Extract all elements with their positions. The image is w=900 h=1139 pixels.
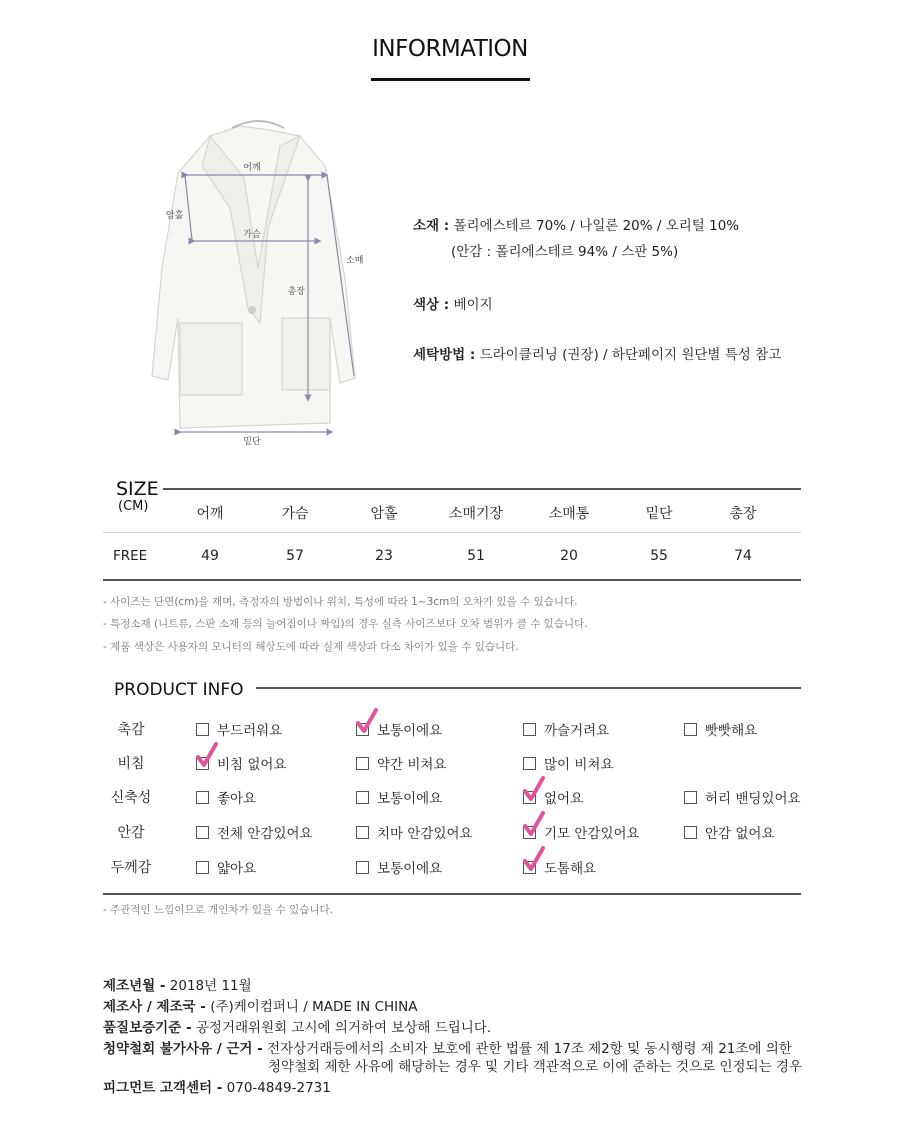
checkbox-icon <box>684 826 697 839</box>
size-value-sleeve-width: 20 <box>560 548 578 564</box>
cs-value: 070-4849-2731 <box>226 1080 331 1096</box>
product-info-option <box>356 822 473 842</box>
product-info-rule-bottom <box>103 893 801 895</box>
product-info-option-label: 까슬거려요 <box>544 723 610 739</box>
size-value-length: 74 <box>734 548 752 564</box>
product-info-option-label: 없어요 <box>544 791 584 807</box>
checkbox-icon <box>356 723 369 736</box>
size-note: - 사이즈는 단면(cm)을 재며, 측정자의 방법이나 위치, 특성에 따라 1~3cm의 오차가 있을 수 있습니다. <box>103 596 578 608</box>
product-info-option <box>684 719 757 739</box>
product-info-option <box>523 787 583 807</box>
product-info-option-label: 약간 비쳐요 <box>377 757 447 773</box>
withdraw-label: 청약철회 불가사유 / 근거 - <box>103 1041 263 1057</box>
product-info-note: - 주관적인 느낌이므로 개인차가 있을 수 있습니다. <box>103 904 334 916</box>
checkbox-icon <box>523 757 536 770</box>
mfg-date-label: 제조년월 - <box>103 978 166 994</box>
checkbox-icon <box>523 861 536 874</box>
product-info-option-label: 많이 비쳐요 <box>544 757 614 773</box>
checkbox-icon <box>356 861 369 874</box>
product-info-option-label: 도톰해요 <box>544 861 597 877</box>
product-info-option-label: 부드러워요 <box>217 723 283 739</box>
size-value-shoulder: 49 <box>201 548 219 564</box>
quality-label: 품질보증기준 - <box>103 1020 192 1036</box>
product-info-option <box>196 719 282 739</box>
checkbox-icon <box>523 791 536 804</box>
product-info-category: 신축성 <box>110 790 152 806</box>
checkbox-icon <box>356 826 369 839</box>
product-info-option <box>196 857 256 877</box>
product-info-option-label: 보통이에요 <box>377 861 443 877</box>
maker-label: 제조사 / 제조국 - <box>103 999 206 1015</box>
size-header-hem: 밑단 <box>645 506 673 522</box>
sleeve-label: 소매 <box>346 256 364 266</box>
product-info-option-label: 허리 밴딩있어요 <box>705 791 801 807</box>
wash-label: 세탁방법 : <box>413 347 476 363</box>
withdraw-value: 전자상거래등에서의 소비자 보호에 관한 법률 제 17조 제2항 및 동시행령 제 21조에 의한 <box>267 1041 792 1057</box>
product-info-option <box>523 753 614 773</box>
fabric-label: 소재 : <box>413 218 450 234</box>
size-rule-top <box>163 488 801 490</box>
product-info-option <box>356 753 447 773</box>
size-header-armhole: 암홀 <box>370 506 398 522</box>
product-info-option <box>196 787 256 807</box>
length-label: 총장 <box>287 287 305 297</box>
size-value-hem: 55 <box>650 548 668 564</box>
checkmark-icon <box>523 811 545 837</box>
product-info-option <box>523 719 609 739</box>
fabric-value: 폴리에스테르 70% / 나일론 20% / 오리털 10% <box>453 218 740 234</box>
quality-line <box>103 1016 491 1036</box>
checkmark-icon <box>356 708 378 734</box>
chest-label: 가슴 <box>243 230 261 240</box>
checkbox-icon <box>356 757 369 770</box>
checkbox-icon <box>523 826 536 839</box>
wash-line <box>413 343 781 363</box>
color-value: 베이지 <box>453 297 493 313</box>
product-info-category: 두께감 <box>110 860 152 876</box>
title-underline <box>371 78 530 81</box>
product-info-category: 비침 <box>117 756 145 772</box>
maker-value: (주)케이컴퍼니 / MADE IN CHINA <box>210 999 418 1015</box>
hem-label: 밑단 <box>243 437 261 447</box>
product-info-option-label: 전체 안감있어요 <box>217 826 313 842</box>
size-header-shoulder: 어깨 <box>196 506 224 522</box>
color-line <box>413 293 493 313</box>
product-info-rule <box>256 687 801 689</box>
checkbox-icon <box>356 791 369 804</box>
wash-value: 드라이클리닝 (권장) / 하단페이지 원단별 특성 참고 <box>479 347 782 363</box>
checkmark-icon <box>523 776 545 802</box>
checkbox-icon <box>196 757 209 770</box>
size-unit: (CM) <box>118 499 149 514</box>
product-info-title: PRODUCT INFO <box>114 680 244 700</box>
cs-line <box>103 1076 331 1096</box>
lining-value: (안감 : 폴리에스테르 94% / 스판 5%) <box>451 244 679 260</box>
checkmark-icon <box>196 742 218 768</box>
product-info-option-label: 얇아요 <box>217 861 257 877</box>
checkbox-icon <box>684 791 697 804</box>
product-info-category: 촉감 <box>117 722 145 738</box>
maker-line <box>103 995 417 1015</box>
cs-label: 피그먼트 고객센터 - <box>103 1080 223 1096</box>
checkmark-icon <box>523 846 545 872</box>
size-note: - 특정소재 (니트류, 스판 소재 등의 늘어짐이나 짜임)의 경우 실측 사이즈보다 오차 범위가 클 수 있습니다. <box>103 618 588 630</box>
size-value-armhole: 23 <box>375 548 393 564</box>
product-info-option <box>356 787 442 807</box>
checkbox-icon <box>196 826 209 839</box>
withdraw-line <box>103 1037 792 1057</box>
size-header-chest: 가슴 <box>281 506 309 522</box>
checkbox-icon <box>196 861 209 874</box>
product-info-option <box>684 822 775 842</box>
shoulder-label: 어깨 <box>243 163 261 173</box>
product-info-option <box>523 822 640 842</box>
product-info-option <box>356 719 442 739</box>
size-rule-mid <box>103 532 801 533</box>
product-info-option-label: 기모 안감있어요 <box>544 826 640 842</box>
product-info-option <box>684 787 801 807</box>
size-header-length: 총장 <box>729 506 757 522</box>
quality-value: 공정거래위원회 고시에 의거하여 보상해 드립니다. <box>195 1020 492 1036</box>
product-info-option-label: 빳빳해요 <box>705 723 758 739</box>
product-info-option-label: 안감 없어요 <box>705 826 775 842</box>
product-info-option-label: 치마 안감있어요 <box>377 826 473 842</box>
product-info-option <box>523 857 596 877</box>
color-label: 색상 : <box>413 297 450 313</box>
size-header-sleeve-length: 소매기장 <box>448 506 504 522</box>
product-info-option <box>196 753 287 773</box>
armhole-label: 암홀 <box>166 211 184 221</box>
checkbox-icon <box>523 723 536 736</box>
size-title: SIZE <box>116 478 159 500</box>
checkbox-icon <box>684 723 697 736</box>
checkbox-icon <box>196 791 209 804</box>
size-rule-bottom <box>103 579 801 581</box>
product-info-option-label: 보통이에요 <box>377 791 443 807</box>
size-value-sleeve-length: 51 <box>467 548 485 564</box>
product-info-category: 안감 <box>117 825 145 841</box>
jacket-illustration <box>140 118 380 458</box>
size-value-chest: 57 <box>286 548 304 564</box>
size-row-label: FREE <box>113 548 148 564</box>
size-note: - 제품 색상은 사용자의 모니터의 해상도에 따라 실제 색상과 다소 차이가 있을 수 있습니다. <box>103 641 519 653</box>
product-info-option-label: 비침 없어요 <box>217 757 287 773</box>
fabric-line <box>413 214 739 234</box>
checkbox-icon <box>196 723 209 736</box>
product-info-option-label: 보통이에요 <box>377 723 443 739</box>
product-info-option <box>356 857 442 877</box>
mfg-date-line <box>103 974 252 994</box>
product-info-option <box>196 822 313 842</box>
page-title: INFORMATION <box>372 36 528 62</box>
size-header-sleeve-width: 소매통 <box>548 506 590 522</box>
mfg-date-value: 2018년 11월 <box>169 978 252 994</box>
withdraw-value-line2: 청약철회 제한 사유에 해당하는 경우 및 기타 객관적으로 이에 준하는 것으로 인정되는 경우 <box>268 1059 803 1075</box>
product-info-option-label: 좋아요 <box>217 791 257 807</box>
